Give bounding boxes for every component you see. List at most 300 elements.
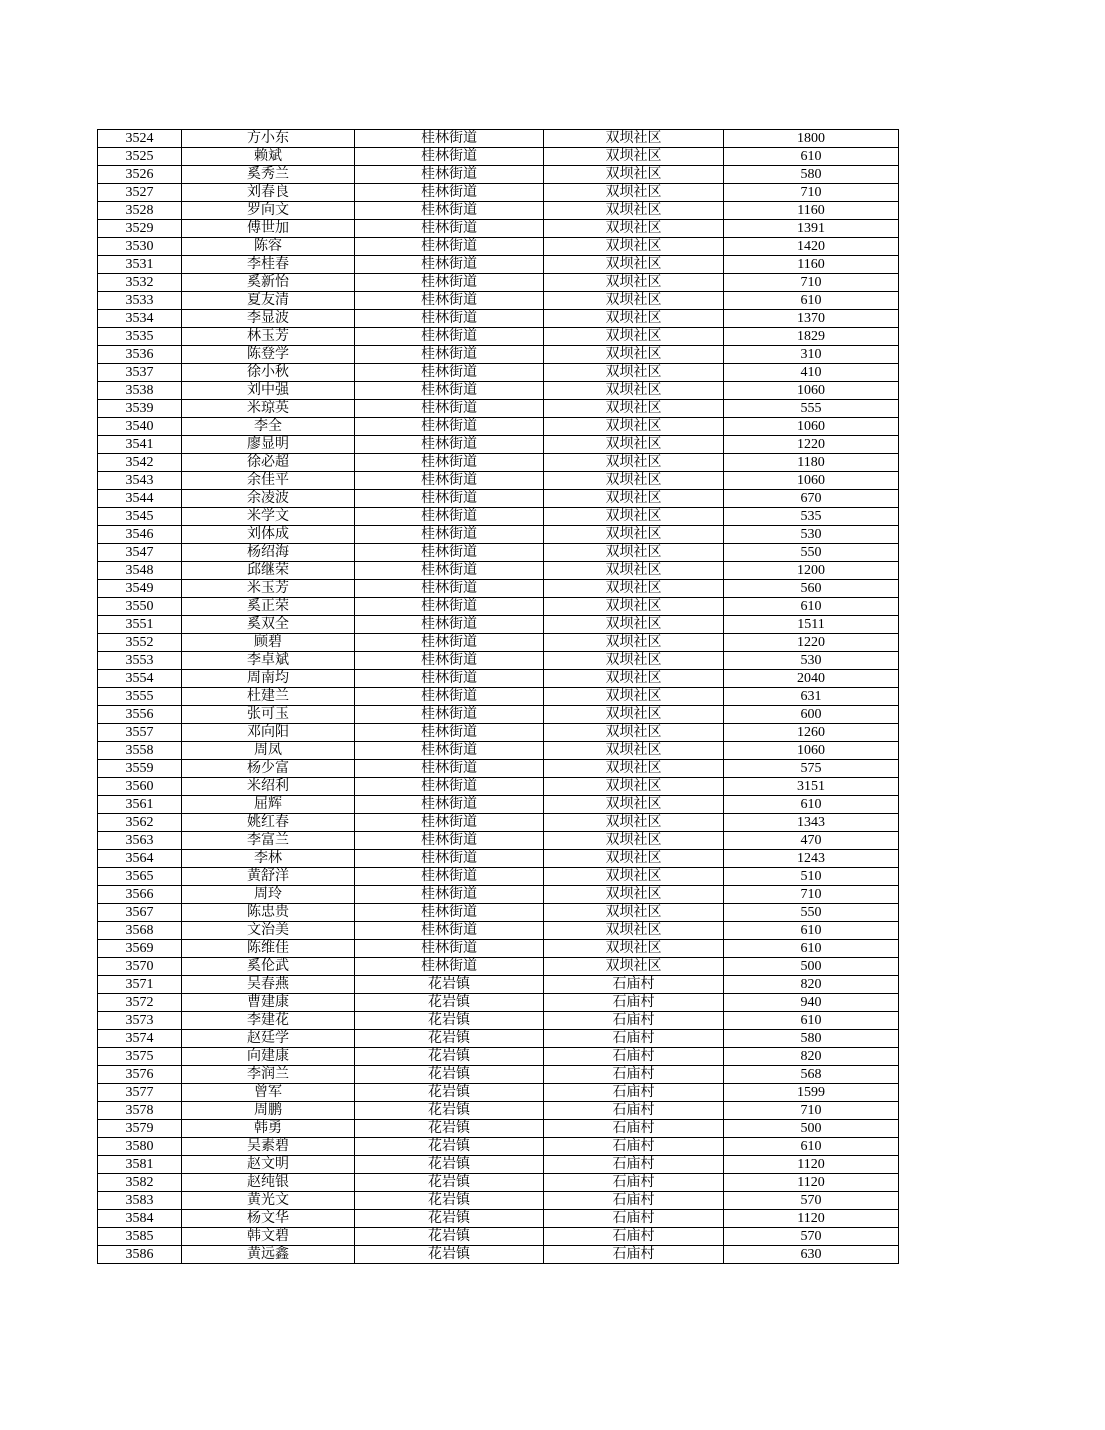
table-body: [98, 130, 899, 1264]
street-cell: 桂林街道: [355, 310, 544, 328]
street-cell: 花岩镇: [355, 976, 544, 994]
name-cell: 黄远鑫: [182, 1246, 355, 1264]
street-cell: 桂林街道: [355, 472, 544, 490]
name-cell: 米学文: [182, 508, 355, 526]
table-row: [98, 490, 899, 508]
street-cell: 桂林街道: [355, 832, 544, 850]
street-cell: 桂林街道: [355, 958, 544, 976]
table-row: [98, 1192, 899, 1210]
street-cell: 桂林街道: [355, 580, 544, 598]
name-cell: 周南均: [182, 670, 355, 688]
name-cell: 廖显明: [182, 436, 355, 454]
row-number-cell: 3529: [98, 220, 182, 238]
name-cell: 李桂春: [182, 256, 355, 274]
table-row: [98, 220, 899, 238]
table-row: [98, 832, 899, 850]
name-cell: 邱继荣: [182, 562, 355, 580]
name-cell: 余佳平: [182, 472, 355, 490]
amount-cell: 610: [724, 292, 899, 310]
row-number-cell: 3573: [98, 1012, 182, 1030]
community-cell: 双坝社区: [544, 328, 724, 346]
amount-cell: 600: [724, 706, 899, 724]
street-cell: 桂林街道: [355, 292, 544, 310]
community-cell: 双坝社区: [544, 184, 724, 202]
row-number-cell: 3533: [98, 292, 182, 310]
amount-cell: 568: [724, 1066, 899, 1084]
table-row: [98, 454, 899, 472]
name-cell: 李建花: [182, 1012, 355, 1030]
table-row: [98, 958, 899, 976]
amount-cell: 610: [724, 1138, 899, 1156]
table-row: [98, 130, 899, 148]
amount-cell: 610: [724, 796, 899, 814]
name-cell: 米玉芳: [182, 580, 355, 598]
row-number-cell: 3524: [98, 130, 182, 148]
community-cell: 石庙村: [544, 1210, 724, 1228]
amount-cell: 1220: [724, 436, 899, 454]
community-cell: 石庙村: [544, 1156, 724, 1174]
street-cell: 桂林街道: [355, 778, 544, 796]
street-cell: 桂林街道: [355, 238, 544, 256]
data-table: [97, 129, 899, 1264]
community-cell: 双坝社区: [544, 346, 724, 364]
row-number-cell: 3557: [98, 724, 182, 742]
table-row: [98, 742, 899, 760]
table-row: [98, 238, 899, 256]
amount-cell: 1160: [724, 256, 899, 274]
row-number-cell: 3563: [98, 832, 182, 850]
row-number-cell: 3579: [98, 1120, 182, 1138]
street-cell: 桂林街道: [355, 148, 544, 166]
name-cell: 李富兰: [182, 832, 355, 850]
row-number-cell: 3585: [98, 1228, 182, 1246]
amount-cell: 1391: [724, 220, 899, 238]
name-cell: 陈容: [182, 238, 355, 256]
row-number-cell: 3569: [98, 940, 182, 958]
community-cell: 双坝社区: [544, 724, 724, 742]
amount-cell: 2040: [724, 670, 899, 688]
name-cell: 杨绍海: [182, 544, 355, 562]
street-cell: 桂林街道: [355, 814, 544, 832]
row-number-cell: 3567: [98, 904, 182, 922]
amount-cell: 530: [724, 652, 899, 670]
community-cell: 双坝社区: [544, 238, 724, 256]
street-cell: 桂林街道: [355, 850, 544, 868]
amount-cell: 470: [724, 832, 899, 850]
name-cell: 刘中强: [182, 382, 355, 400]
table-row: [98, 472, 899, 490]
name-cell: 李显波: [182, 310, 355, 328]
row-number-cell: 3574: [98, 1030, 182, 1048]
community-cell: 双坝社区: [544, 364, 724, 382]
name-cell: 奚双全: [182, 616, 355, 634]
street-cell: 桂林街道: [355, 724, 544, 742]
community-cell: 石庙村: [544, 1012, 724, 1030]
table-row: [98, 346, 899, 364]
community-cell: 双坝社区: [544, 400, 724, 418]
amount-cell: 575: [724, 760, 899, 778]
name-cell: 陈登学: [182, 346, 355, 364]
amount-cell: 570: [724, 1228, 899, 1246]
amount-cell: 500: [724, 958, 899, 976]
row-number-cell: 3544: [98, 490, 182, 508]
row-number-cell: 3537: [98, 364, 182, 382]
row-number-cell: 3560: [98, 778, 182, 796]
street-cell: 桂林街道: [355, 184, 544, 202]
row-number-cell: 3580: [98, 1138, 182, 1156]
amount-cell: 410: [724, 364, 899, 382]
amount-cell: 610: [724, 148, 899, 166]
amount-cell: 1370: [724, 310, 899, 328]
amount-cell: 500: [724, 1120, 899, 1138]
community-cell: 石庙村: [544, 1048, 724, 1066]
name-cell: 方小东: [182, 130, 355, 148]
table-row: [98, 508, 899, 526]
amount-cell: 560: [724, 580, 899, 598]
community-cell: 双坝社区: [544, 922, 724, 940]
street-cell: 桂林街道: [355, 598, 544, 616]
name-cell: 陈维佳: [182, 940, 355, 958]
row-number-cell: 3534: [98, 310, 182, 328]
row-number-cell: 3572: [98, 994, 182, 1012]
row-number-cell: 3531: [98, 256, 182, 274]
row-number-cell: 3542: [98, 454, 182, 472]
street-cell: 桂林街道: [355, 346, 544, 364]
street-cell: 桂林街道: [355, 328, 544, 346]
row-number-cell: 3575: [98, 1048, 182, 1066]
table-row: [98, 310, 899, 328]
community-cell: 双坝社区: [544, 616, 724, 634]
amount-cell: 550: [724, 544, 899, 562]
name-cell: 罗向文: [182, 202, 355, 220]
street-cell: 花岩镇: [355, 1102, 544, 1120]
row-number-cell: 3536: [98, 346, 182, 364]
name-cell: 李全: [182, 418, 355, 436]
name-cell: 杜建兰: [182, 688, 355, 706]
amount-cell: 1180: [724, 454, 899, 472]
name-cell: 林玉芳: [182, 328, 355, 346]
name-cell: 徐必超: [182, 454, 355, 472]
table-row: [98, 436, 899, 454]
amount-cell: 610: [724, 598, 899, 616]
table-row: [98, 1048, 899, 1066]
street-cell: 花岩镇: [355, 1048, 544, 1066]
street-cell: 桂林街道: [355, 544, 544, 562]
name-cell: 周玲: [182, 886, 355, 904]
row-number-cell: 3552: [98, 634, 182, 652]
row-number-cell: 3576: [98, 1066, 182, 1084]
community-cell: 双坝社区: [544, 796, 724, 814]
street-cell: 花岩镇: [355, 1246, 544, 1264]
row-number-cell: 3545: [98, 508, 182, 526]
table-row: [98, 814, 899, 832]
row-number-cell: 3577: [98, 1084, 182, 1102]
amount-cell: 1060: [724, 418, 899, 436]
community-cell: 石庙村: [544, 1174, 724, 1192]
table-row: [98, 1210, 899, 1228]
table-row: [98, 706, 899, 724]
table-row: [98, 1174, 899, 1192]
row-number-cell: 3554: [98, 670, 182, 688]
amount-cell: 630: [724, 1246, 899, 1264]
amount-cell: 631: [724, 688, 899, 706]
row-number-cell: 3568: [98, 922, 182, 940]
community-cell: 石庙村: [544, 1192, 724, 1210]
community-cell: 双坝社区: [544, 454, 724, 472]
community-cell: 双坝社区: [544, 904, 724, 922]
street-cell: 桂林街道: [355, 436, 544, 454]
street-cell: 桂林街道: [355, 922, 544, 940]
community-cell: 双坝社区: [544, 832, 724, 850]
community-cell: 双坝社区: [544, 670, 724, 688]
street-cell: 桂林街道: [355, 382, 544, 400]
community-cell: 双坝社区: [544, 850, 724, 868]
street-cell: 花岩镇: [355, 1120, 544, 1138]
street-cell: 花岩镇: [355, 1066, 544, 1084]
community-cell: 双坝社区: [544, 472, 724, 490]
community-cell: 双坝社区: [544, 544, 724, 562]
table-row: [98, 1084, 899, 1102]
table-row: [98, 886, 899, 904]
table-row: [98, 202, 899, 220]
amount-cell: 710: [724, 886, 899, 904]
amount-cell: 820: [724, 976, 899, 994]
community-cell: 双坝社区: [544, 490, 724, 508]
community-cell: 双坝社区: [544, 220, 724, 238]
community-cell: 双坝社区: [544, 760, 724, 778]
name-cell: 刘春良: [182, 184, 355, 202]
name-cell: 黄舒洋: [182, 868, 355, 886]
community-cell: 双坝社区: [544, 382, 724, 400]
amount-cell: 1599: [724, 1084, 899, 1102]
street-cell: 桂林街道: [355, 796, 544, 814]
name-cell: 吴素碧: [182, 1138, 355, 1156]
row-number-cell: 3586: [98, 1246, 182, 1264]
amount-cell: 580: [724, 166, 899, 184]
community-cell: 双坝社区: [544, 562, 724, 580]
street-cell: 桂林街道: [355, 220, 544, 238]
table-row: [98, 274, 899, 292]
amount-cell: 710: [724, 184, 899, 202]
row-number-cell: 3525: [98, 148, 182, 166]
name-cell: 曾军: [182, 1084, 355, 1102]
row-number-cell: 3564: [98, 850, 182, 868]
amount-cell: 1511: [724, 616, 899, 634]
amount-cell: 610: [724, 940, 899, 958]
street-cell: 桂林街道: [355, 166, 544, 184]
amount-cell: 570: [724, 1192, 899, 1210]
name-cell: 杨少富: [182, 760, 355, 778]
name-cell: 杨文华: [182, 1210, 355, 1228]
amount-cell: 555: [724, 400, 899, 418]
name-cell: 屈辉: [182, 796, 355, 814]
table-row: [98, 796, 899, 814]
name-cell: 周凤: [182, 742, 355, 760]
table-row: [98, 382, 899, 400]
table-row: [98, 634, 899, 652]
street-cell: 桂林街道: [355, 886, 544, 904]
table-row: [98, 526, 899, 544]
row-number-cell: 3578: [98, 1102, 182, 1120]
community-cell: 石庙村: [544, 1066, 724, 1084]
name-cell: 曹建康: [182, 994, 355, 1012]
name-cell: 吴春燕: [182, 976, 355, 994]
row-number-cell: 3559: [98, 760, 182, 778]
community-cell: 双坝社区: [544, 634, 724, 652]
street-cell: 桂林街道: [355, 508, 544, 526]
amount-cell: 580: [724, 1030, 899, 1048]
street-cell: 桂林街道: [355, 400, 544, 418]
table-row: [98, 652, 899, 670]
street-cell: 桂林街道: [355, 616, 544, 634]
street-cell: 花岩镇: [355, 1138, 544, 1156]
street-cell: 桂林街道: [355, 526, 544, 544]
row-number-cell: 3540: [98, 418, 182, 436]
amount-cell: 510: [724, 868, 899, 886]
row-number-cell: 3553: [98, 652, 182, 670]
amount-cell: 610: [724, 922, 899, 940]
community-cell: 双坝社区: [544, 202, 724, 220]
community-cell: 石庙村: [544, 1102, 724, 1120]
community-cell: 双坝社区: [544, 814, 724, 832]
amount-cell: 1060: [724, 472, 899, 490]
amount-cell: 1343: [724, 814, 899, 832]
table-row: [98, 724, 899, 742]
name-cell: 余凌波: [182, 490, 355, 508]
street-cell: 花岩镇: [355, 1210, 544, 1228]
row-number-cell: 3541: [98, 436, 182, 454]
table-row: [98, 688, 899, 706]
table-row: [98, 256, 899, 274]
street-cell: 桂林街道: [355, 670, 544, 688]
table-row: [98, 328, 899, 346]
name-cell: 刘体成: [182, 526, 355, 544]
community-cell: 双坝社区: [544, 310, 724, 328]
name-cell: 李林: [182, 850, 355, 868]
table-row: [98, 418, 899, 436]
row-number-cell: 3528: [98, 202, 182, 220]
community-cell: 双坝社区: [544, 886, 724, 904]
community-cell: 双坝社区: [544, 652, 724, 670]
row-number-cell: 3565: [98, 868, 182, 886]
table-row: [98, 616, 899, 634]
name-cell: 赵廷学: [182, 1030, 355, 1048]
row-number-cell: 3584: [98, 1210, 182, 1228]
community-cell: 双坝社区: [544, 778, 724, 796]
amount-cell: 820: [724, 1048, 899, 1066]
amount-cell: 1420: [724, 238, 899, 256]
amount-cell: 1220: [724, 634, 899, 652]
community-cell: 石庙村: [544, 1030, 724, 1048]
row-number-cell: 3581: [98, 1156, 182, 1174]
amount-cell: 610: [724, 1012, 899, 1030]
amount-cell: 1060: [724, 742, 899, 760]
table-row: [98, 922, 899, 940]
row-number-cell: 3555: [98, 688, 182, 706]
amount-cell: 940: [724, 994, 899, 1012]
name-cell: 韩勇: [182, 1120, 355, 1138]
street-cell: 花岩镇: [355, 1012, 544, 1030]
table-row: [98, 1012, 899, 1030]
street-cell: 桂林街道: [355, 688, 544, 706]
community-cell: 双坝社区: [544, 292, 724, 310]
amount-cell: 1060: [724, 382, 899, 400]
table-row: [98, 1030, 899, 1048]
table-row: [98, 400, 899, 418]
name-cell: 奚伦武: [182, 958, 355, 976]
name-cell: 赖斌: [182, 148, 355, 166]
street-cell: 桂林街道: [355, 634, 544, 652]
name-cell: 张可玉: [182, 706, 355, 724]
table-row: [98, 976, 899, 994]
community-cell: 双坝社区: [544, 526, 724, 544]
community-cell: 双坝社区: [544, 436, 724, 454]
name-cell: 李卓斌: [182, 652, 355, 670]
street-cell: 花岩镇: [355, 1030, 544, 1048]
row-number-cell: 3548: [98, 562, 182, 580]
amount-cell: 1829: [724, 328, 899, 346]
community-cell: 双坝社区: [544, 274, 724, 292]
name-cell: 奚秀兰: [182, 166, 355, 184]
community-cell: 双坝社区: [544, 508, 724, 526]
table-row: [98, 760, 899, 778]
amount-cell: 1120: [724, 1210, 899, 1228]
community-cell: 双坝社区: [544, 742, 724, 760]
table-row: [98, 580, 899, 598]
name-cell: 赵文明: [182, 1156, 355, 1174]
street-cell: 桂林街道: [355, 868, 544, 886]
amount-cell: 1260: [724, 724, 899, 742]
street-cell: 桂林街道: [355, 490, 544, 508]
name-cell: 李润兰: [182, 1066, 355, 1084]
row-number-cell: 3530: [98, 238, 182, 256]
row-number-cell: 3562: [98, 814, 182, 832]
table-row: [98, 184, 899, 202]
amount-cell: 1200: [724, 562, 899, 580]
row-number-cell: 3556: [98, 706, 182, 724]
row-number-cell: 3561: [98, 796, 182, 814]
name-cell: 陈忠贵: [182, 904, 355, 922]
row-number-cell: 3571: [98, 976, 182, 994]
row-number-cell: 3547: [98, 544, 182, 562]
street-cell: 花岩镇: [355, 994, 544, 1012]
street-cell: 桂林街道: [355, 364, 544, 382]
amount-cell: 310: [724, 346, 899, 364]
table-row: [98, 292, 899, 310]
street-cell: 花岩镇: [355, 1174, 544, 1192]
table-row: [98, 1102, 899, 1120]
street-cell: 花岩镇: [355, 1084, 544, 1102]
name-cell: 奚正荣: [182, 598, 355, 616]
community-cell: 石庙村: [544, 976, 724, 994]
street-cell: 桂林街道: [355, 760, 544, 778]
name-cell: 顾碧: [182, 634, 355, 652]
community-cell: 双坝社区: [544, 706, 724, 724]
community-cell: 双坝社区: [544, 958, 724, 976]
name-cell: 黄光文: [182, 1192, 355, 1210]
street-cell: 花岩镇: [355, 1192, 544, 1210]
table-row: [98, 1120, 899, 1138]
community-cell: 双坝社区: [544, 940, 724, 958]
row-number-cell: 3532: [98, 274, 182, 292]
row-number-cell: 3543: [98, 472, 182, 490]
community-cell: 双坝社区: [544, 166, 724, 184]
table-row: [98, 994, 899, 1012]
row-number-cell: 3539: [98, 400, 182, 418]
table-row: [98, 166, 899, 184]
community-cell: 石庙村: [544, 1120, 724, 1138]
street-cell: 花岩镇: [355, 1228, 544, 1246]
